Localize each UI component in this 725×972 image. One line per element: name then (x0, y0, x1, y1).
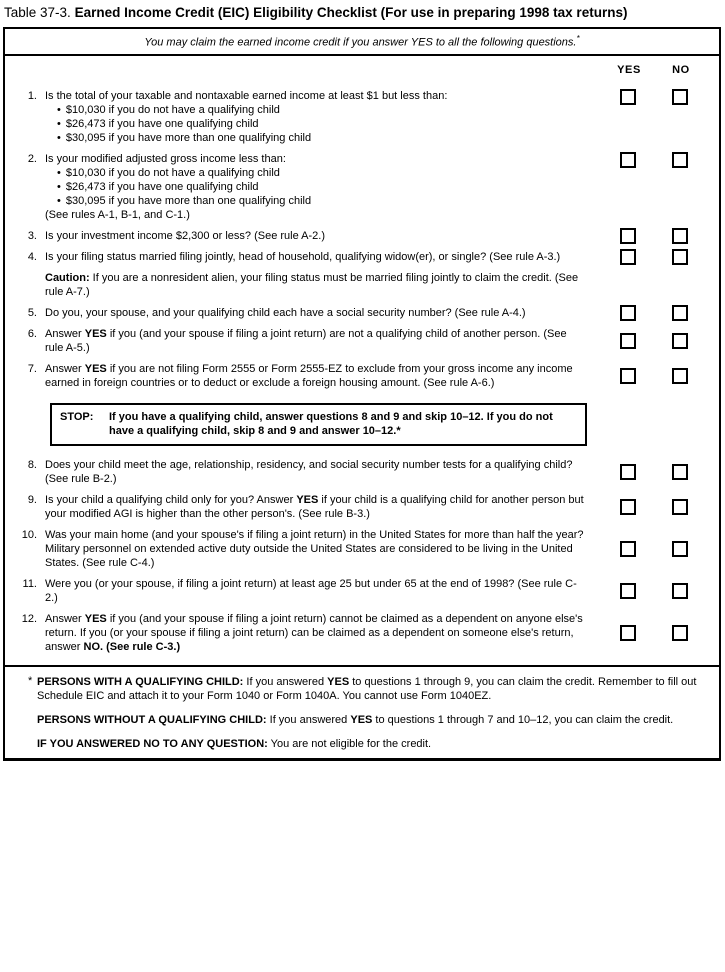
footnote-mark: * (576, 34, 580, 43)
bullet-text (66, 166, 280, 180)
text-segment: NO. (See rule C-3.) (83, 640, 181, 653)
question-number: 3. (27, 229, 37, 242)
q12-yes-checkbox[interactable] (620, 625, 636, 641)
stop-label: STOP: (60, 410, 94, 423)
q3-no-checkbox[interactable] (672, 228, 688, 244)
q1-no-checkbox[interactable] (672, 89, 688, 105)
q10-no-checkbox[interactable] (672, 541, 688, 557)
text-segment: Is your investment income $2,300 or less? (See rule A-2.) (45, 229, 326, 242)
paragraph (45, 327, 585, 355)
bullet-icon: • (57, 131, 61, 144)
q1-yes-checkbox[interactable] (620, 89, 636, 105)
text-segment: PERSONS WITH A QUALIFYING CHILD: (37, 675, 244, 688)
question-row-q4 (5, 250, 719, 264)
text-segment: $10,030 if you do not have a qualifying child (65, 166, 280, 179)
footnote-1 (28, 675, 705, 703)
q11-yes-checkbox[interactable] (620, 583, 636, 599)
text-segment: YES (84, 327, 107, 340)
checklist-table (3, 27, 721, 761)
text-segment: YES (327, 675, 350, 688)
text-segment: Is your filing status married filing jointly, head of household, qualifying widow(er), or single? (See rule A-3.) (45, 250, 561, 263)
text-segment: Is your child a qualifying child only for you? Answer (45, 493, 297, 506)
question-text (45, 458, 585, 486)
question-number (5, 271, 37, 299)
question-row-q8 (5, 458, 719, 486)
q2-yes-checkbox[interactable] (620, 152, 636, 168)
text-segment: Answer (45, 612, 85, 625)
question-text (45, 152, 585, 222)
text-segment: If you are a nonresident alien, your filing status must be married filing jointly to claim the credit. (See rule A-7.) (45, 271, 579, 298)
bullet-text (66, 131, 311, 145)
text-segment: YES (296, 493, 319, 506)
q3-yes-checkbox[interactable] (620, 228, 636, 244)
text-segment: $26,473 if you have one qualifying child (65, 180, 259, 193)
question-row-q6 (5, 327, 719, 355)
no-column-header: NO (672, 63, 690, 76)
question-number: 11. (22, 577, 37, 590)
q11-no-checkbox[interactable] (672, 583, 688, 599)
paragraph (45, 306, 585, 320)
yes-column-header: YES (617, 63, 641, 76)
bullet-item (57, 103, 585, 117)
text-segment: Do you, your spouse, and your qualifying child each have a social security number? (See rule A-4.) (45, 306, 526, 319)
page-title (4, 5, 725, 20)
text-segment: $10,030 if you do not have a qualifying child (65, 103, 280, 116)
question-number: 2. (27, 152, 37, 165)
question-row-q11 (5, 577, 719, 605)
table-number: Table 37-3. (4, 5, 71, 20)
question-text (45, 577, 585, 605)
text-segment: You are not eligible for the credit. (267, 737, 432, 750)
text-segment: if you are not filing Form 2555 or Form 2555-EZ to exclude from your gross income any income earned in foreign countries or to deduct or exclude a foreign housing amount. (See rule A-6.) (45, 362, 573, 389)
bullet-item (57, 131, 585, 145)
paragraph (45, 362, 585, 390)
table-title: Earned Income Credit (EIC) Eligibility Checklist (For use in preparing 1998 tax returns) (74, 5, 628, 20)
text-segment: If you answered (243, 675, 328, 688)
stop-text (109, 410, 577, 438)
q6-yes-checkbox[interactable] (620, 333, 636, 349)
question-row-q7 (5, 362, 719, 390)
text-segment: $30,095 if you have more than one qualifying child (65, 131, 312, 144)
footnotes-section (5, 665, 719, 758)
question-row-q5 (5, 306, 719, 320)
q5-no-checkbox[interactable] (672, 305, 688, 321)
question-number: 7. (27, 362, 37, 375)
question-row-q12 (5, 612, 719, 654)
question-number: 1. (27, 89, 37, 102)
question-number: 9. (27, 493, 37, 506)
text-segment: PERSONS WITHOUT A QUALIFYING CHILD: (37, 713, 267, 726)
caution-row (5, 271, 719, 299)
q9-no-checkbox[interactable] (672, 499, 688, 515)
answer-columns-header (5, 63, 719, 76)
document-page (0, 5, 725, 761)
text-segment: (See rules A-1, B-1, and C-1.) (45, 208, 190, 221)
q2-no-checkbox[interactable] (672, 152, 688, 168)
paragraph (45, 612, 585, 654)
question-number: 8. (27, 458, 37, 471)
q6-no-checkbox[interactable] (672, 333, 688, 349)
text-segment: YES (84, 362, 107, 375)
bullet-text (66, 180, 259, 194)
text-segment: Answer (45, 327, 85, 340)
footnote-asterisk: * (28, 674, 33, 687)
question-text (45, 612, 585, 654)
question-row-q10 (5, 528, 719, 570)
text-segment: Is your modified adjusted gross income less than: (45, 152, 286, 165)
text-segment: if you (and your spouse if filing a joint return) cannot be claimed as a dependent on anyone else's return. If you (or your spouse if filing a joint return) can be claimed as a dependent on someone else's return, answer (45, 612, 583, 653)
paragraph (45, 528, 585, 570)
paragraph (45, 271, 585, 299)
text-segment: Answer (45, 362, 85, 375)
text-segment: If you have a qualifying child, answer questions 8 and 9 and skip 10–12. If you do not have a qualifying child, skip 8 and 9 and answer 10–12.* (109, 410, 553, 437)
text-segment: Were you (or your spouse, if filing a joint return) at least age 25 but under 65 at the end of 1998? (See rule C-2.) (45, 577, 577, 604)
q9-yes-checkbox[interactable] (620, 499, 636, 515)
q4-no-checkbox[interactable] (672, 249, 688, 265)
q10-yes-checkbox[interactable] (620, 541, 636, 557)
bullet-item (57, 166, 585, 180)
text-segment: Caution: (45, 271, 90, 284)
q7-yes-checkbox[interactable] (620, 368, 636, 384)
q12-no-checkbox[interactable] (672, 625, 688, 641)
bullet-text (66, 117, 259, 131)
question-number: 5. (27, 306, 37, 319)
question-number: 6. (27, 327, 37, 340)
bullet-icon: • (57, 180, 61, 193)
question-text (45, 229, 585, 243)
question-text (45, 89, 585, 145)
question-number: 4. (27, 250, 37, 263)
question-text (45, 250, 585, 264)
q5-yes-checkbox[interactable] (620, 305, 636, 321)
q7-no-checkbox[interactable] (672, 368, 688, 384)
paragraph (45, 152, 585, 166)
paragraph (45, 577, 585, 605)
bullet-item (57, 194, 585, 208)
text-segment: $26,473 if you have one qualifying child (65, 117, 259, 130)
bullet-icon: • (57, 194, 61, 207)
bullet-item (57, 117, 585, 131)
text-segment: to questions 1 through 9, you can claim the credit. Remember to fill out Schedule EIC and attach it to your Form 1040 or Form 1040A. You cannot use Form 1040EZ. (37, 675, 697, 702)
paragraph (45, 89, 585, 103)
paragraph (45, 493, 585, 521)
question-text (45, 271, 585, 299)
footnote-2 (28, 713, 705, 727)
paragraph (45, 458, 585, 486)
question-text (45, 528, 585, 570)
question-number: 10. (21, 528, 37, 541)
table-subtitle: You may claim the earned income credit if you answer YES to all the following questions.* (5, 29, 719, 56)
text-segment: to questions 1 through 7 and 10–12, you can claim the credit. (372, 713, 674, 726)
text-segment: Is the total of your taxable and nontaxable earned income at least $1 but less than: (45, 89, 448, 102)
bullet-item (57, 180, 585, 194)
question-text (45, 327, 585, 355)
text-segment: if your child is a qualifying child for another person but your modified AGI is higher than the other person's. (See rule B-3.) (45, 493, 584, 520)
question-text (45, 306, 585, 320)
bullet-icon: • (57, 166, 61, 179)
q4-yes-checkbox[interactable] (620, 249, 636, 265)
paragraph (45, 229, 585, 243)
text-segment: $30,095 if you have more than one qualifying child (65, 194, 312, 207)
text-segment: if you (and your spouse if filing a joint return) are not a qualifying child of another person. (See rule A-5.) (45, 327, 567, 354)
footnote-3 (28, 737, 705, 751)
stop-instruction-row (50, 403, 719, 446)
text-segment: IF YOU ANSWERED NO TO ANY QUESTION: (37, 737, 268, 750)
questions-area (5, 89, 719, 654)
question-text (45, 362, 585, 390)
question-row-q9 (5, 493, 719, 521)
q8-yes-checkbox[interactable] (620, 464, 636, 480)
q8-no-checkbox[interactable] (672, 464, 688, 480)
question-row-q1 (5, 89, 719, 145)
text-segment: If you answered (266, 713, 351, 726)
question-row-q2 (5, 152, 719, 222)
bullet-icon: • (57, 117, 61, 130)
text-segment: Was your main home (and your spouse's if filing a joint return) in the United States for more than half the year? Military personnel on extended active duty outside the United States are considered to be living in the United States. (See rule C-4.) (45, 528, 584, 569)
paragraph (45, 250, 585, 264)
text-segment: Does your child meet the age, relationship, residency, and social security number tests for a qualifying child? (See rule B-2.) (45, 458, 573, 485)
question-number: 12. (21, 612, 37, 625)
bullet-text (66, 194, 311, 208)
bullet-text (66, 103, 280, 117)
stop-box (50, 403, 587, 446)
questions-section (5, 56, 719, 665)
paragraph (45, 208, 585, 222)
text-segment: YES (84, 612, 107, 625)
text-segment: YES (350, 713, 373, 726)
question-text (45, 493, 585, 521)
bullet-icon: • (57, 103, 61, 116)
question-row-q3 (5, 229, 719, 243)
